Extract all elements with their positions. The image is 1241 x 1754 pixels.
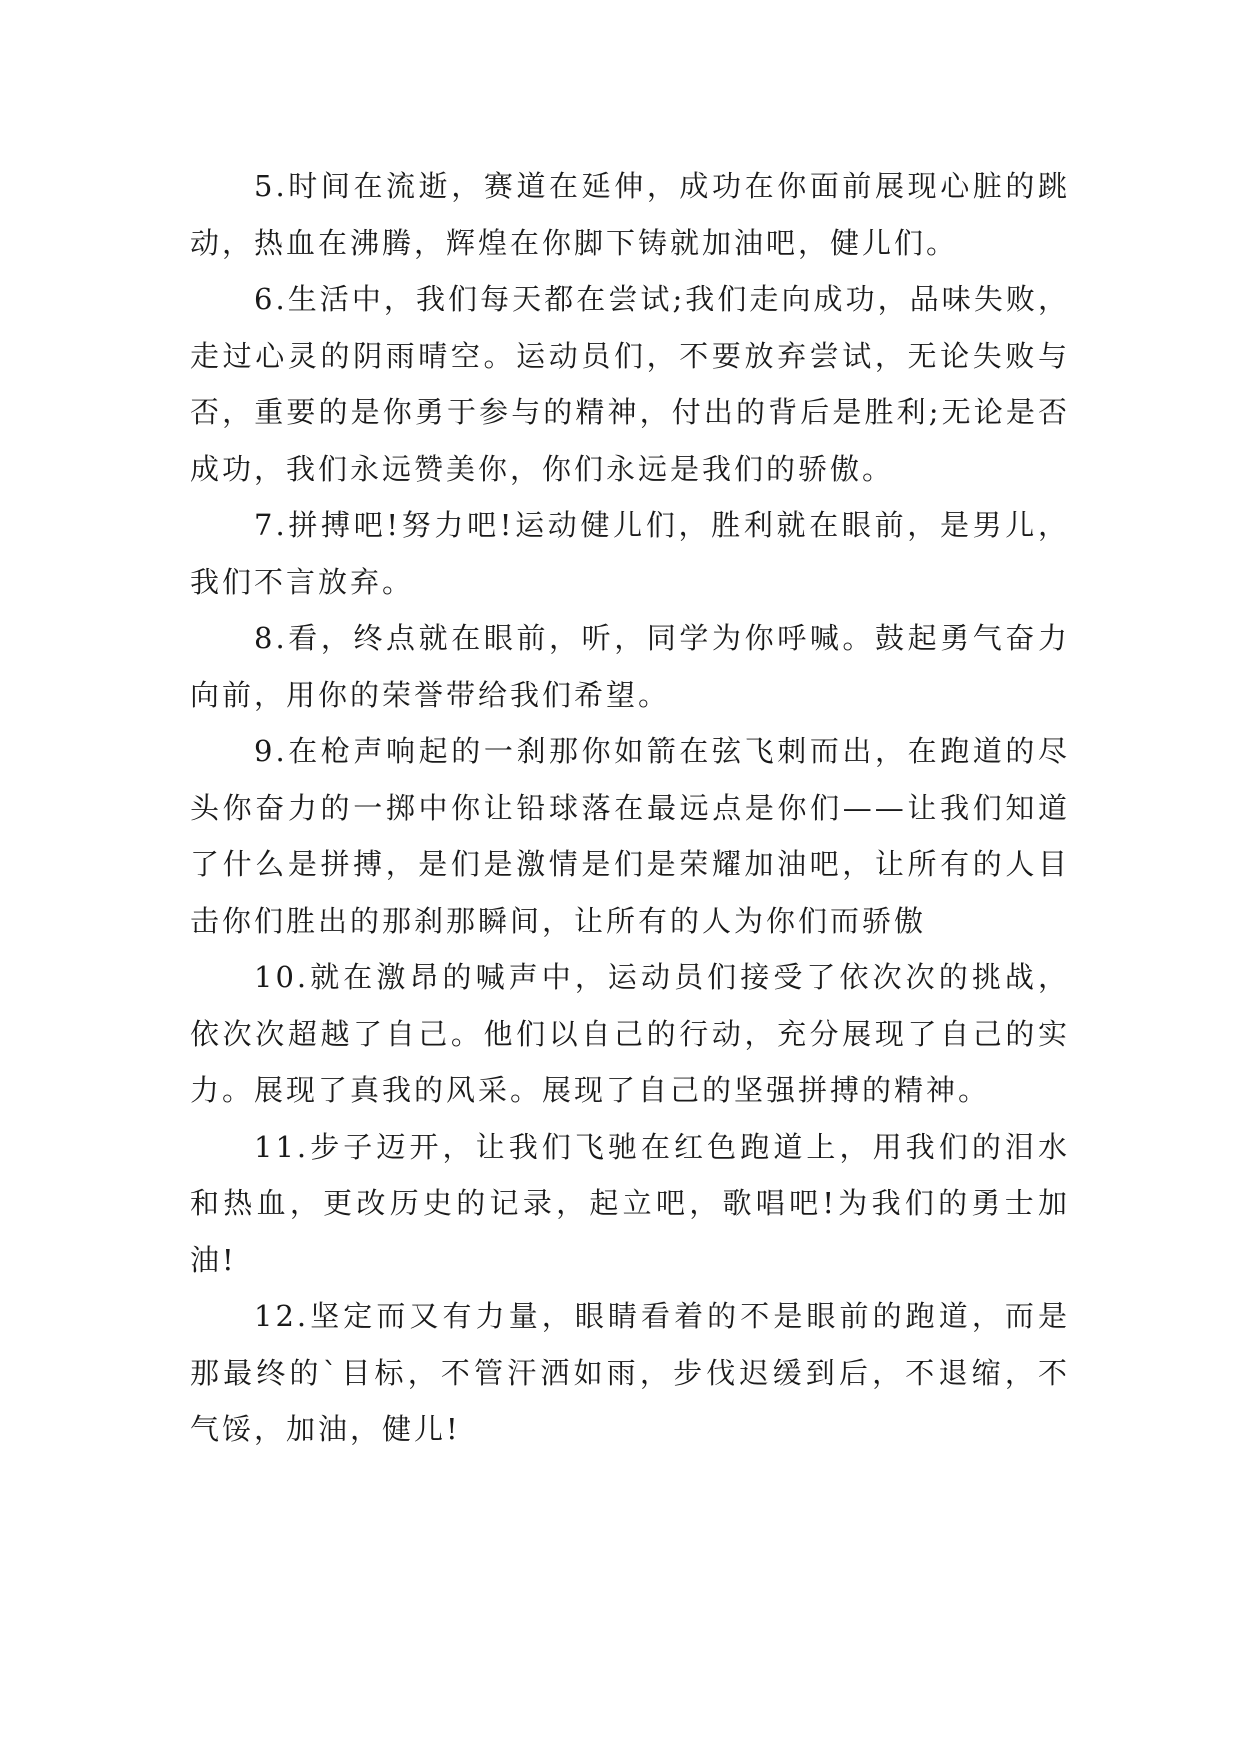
paragraph-9: 9.在枪声响起的一刹那你如箭在弦飞刺而出，在跑道的尽头你奋力的一掷中你让铅球落在最远点是你们——让我们知道了什么是拼搏，是们是激情是们是荣耀加油吧，让所有的人目击你们胜出的那刹那瞬间，让所有的人为你们而骄傲 [190, 734, 1070, 938]
paragraph-11: 11.步子迈开，让我们飞驰在红色跑道上，用我们的泪水和热血，更改历史的记录，起立吧，歌唱吧!为我们的勇士加油! [190, 1129, 1070, 1277]
document-body [190, 158, 1070, 1458]
paragraph-6: 6.生活中，我们每天都在尝试;我们走向成功，品味失败，走过心灵的阴雨晴空。运动员们，不要放弃尝试，无论失败与否，重要的是你勇于参与的精神，付出的背后是胜利;无论是否成功，我们永远赞美你，你们永远是我们的骄傲。 [190, 282, 1070, 486]
paragraph-5: 5.时间在流逝，赛道在延伸，成功在你面前展现心脏的跳动，热血在沸腾，辉煌在你脚下铸就加油吧，健儿们。 [190, 169, 1070, 260]
paragraph-10: 10.就在激昂的喊声中，运动员们接受了依次次的挑战，依次次超越了自己。他们以自己的行动，充分展现了自己的实力。展现了真我的风采。展现了自己的坚强拼搏的精神。 [190, 960, 1070, 1107]
paragraph-7: 7.拼搏吧!努力吧!运动健儿们，胜利就在眼前，是男儿，我们不言放弃。 [190, 508, 1070, 599]
paragraph-8: 8.看，终点就在眼前，听，同学为你呼喊。鼓起勇气奋力向前，用你的荣誉带给我们希望。 [190, 621, 1070, 712]
paragraph-12: 12.坚定而又有力量，眼睛看着的不是眼前的跑道，而是那最终的`目标，不管汗洒如雨，步伐迟缓到后，不退缩，不气馁，加油，健儿! [190, 1299, 1070, 1446]
